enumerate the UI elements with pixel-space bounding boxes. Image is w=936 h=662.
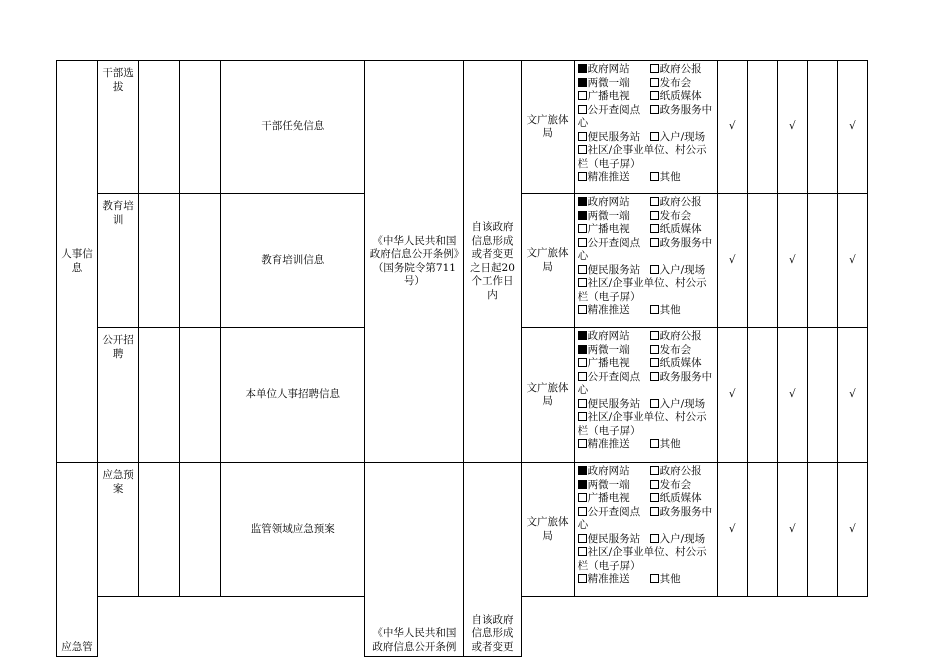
checkbox-icon[interactable] xyxy=(578,305,587,314)
subcategory-cell: 教育培训 xyxy=(98,194,139,328)
time-limit-cell: 自该政府信息形成或者变更之日起20个工作日内 xyxy=(464,61,521,463)
empty-cell xyxy=(807,61,837,194)
empty-cell xyxy=(180,61,221,194)
empty-cell xyxy=(180,328,221,463)
checkbox-checked-icon[interactable] xyxy=(578,345,587,354)
checkbox-icon[interactable] xyxy=(578,399,587,408)
content-cell: 教育培训信息 xyxy=(221,194,365,328)
checkbox-icon[interactable] xyxy=(650,172,659,181)
subcategory-cell: 公开招聘 xyxy=(98,328,139,463)
checkbox-icon[interactable] xyxy=(578,534,587,543)
mark-cell: √ xyxy=(717,194,747,328)
checkbox-icon[interactable] xyxy=(578,265,587,274)
checkbox-icon[interactable] xyxy=(578,238,587,247)
checkbox-icon[interactable] xyxy=(650,480,659,489)
checkbox-icon[interactable] xyxy=(650,224,659,233)
channels-cell: 政府网站 政府公报 两微一端 发布会 广播电视 纸质媒体 公开查阅点 政务服务中心 便民服务站 入户/现场 社区/企事业单位、村公示栏（电子屏） 精准推送 其他 xyxy=(574,328,717,463)
checkbox-icon[interactable] xyxy=(578,91,587,100)
checkbox-icon[interactable] xyxy=(578,132,587,141)
checkbox-icon[interactable] xyxy=(578,493,587,502)
category-cell: 应急管 xyxy=(57,463,98,657)
empty-cell xyxy=(747,328,777,463)
mark-cell: √ xyxy=(837,328,867,463)
checkbox-checked-icon[interactable] xyxy=(578,197,587,206)
empty-cell xyxy=(180,194,221,328)
empty-cell xyxy=(139,194,180,328)
empty-cell xyxy=(807,463,837,597)
checkbox-icon[interactable] xyxy=(650,358,659,367)
checkbox-icon[interactable] xyxy=(650,305,659,314)
checkbox-icon[interactable] xyxy=(650,331,659,340)
basis-cell: 《中华人民共和国政府信息公开条例》（国务院令第711号） xyxy=(365,61,464,463)
department-cell: 文广旅体局 xyxy=(521,328,574,463)
checkbox-icon[interactable] xyxy=(650,466,659,475)
checkbox-icon[interactable] xyxy=(578,105,587,114)
checkbox-icon[interactable] xyxy=(650,78,659,87)
channels-cell: 政府网站 政府公报 两微一端 发布会 广播电视 纸质媒体 公开查阅点 政务服务中心 便民服务站 入户/现场 社区/企事业单位、村公示栏（电子屏） 精准推送 其他 xyxy=(574,463,717,597)
empty-cell xyxy=(180,463,221,597)
checkbox-icon[interactable] xyxy=(578,412,587,421)
checkbox-icon[interactable] xyxy=(578,372,587,381)
checkbox-checked-icon[interactable] xyxy=(578,64,587,73)
checkbox-icon[interactable] xyxy=(650,105,659,114)
mark-cell: √ xyxy=(717,61,747,194)
mark-cell: √ xyxy=(777,61,807,194)
empty-cell xyxy=(139,463,180,597)
mark-cell: √ xyxy=(837,463,867,597)
checkbox-icon[interactable] xyxy=(578,547,587,556)
empty-cell xyxy=(139,61,180,194)
empty-cell xyxy=(747,463,777,597)
mark-cell: √ xyxy=(777,194,807,328)
checkbox-icon[interactable] xyxy=(578,278,587,287)
checkbox-icon[interactable] xyxy=(578,145,587,154)
checkbox-icon[interactable] xyxy=(650,493,659,502)
mark-cell: √ xyxy=(777,328,807,463)
checkbox-checked-icon[interactable] xyxy=(578,211,587,220)
channels-cell: 政府网站 政府公报 两微一端 发布会 广播电视 纸质媒体 公开查阅点 政务服务中心 便民服务站 入户/现场 社区/企事业单位、村公示栏（电子屏） 精准推送 其他 xyxy=(574,61,717,194)
checkbox-checked-icon[interactable] xyxy=(578,466,587,475)
checkbox-icon[interactable] xyxy=(650,265,659,274)
checkbox-icon[interactable] xyxy=(578,507,587,516)
disclosure-table xyxy=(56,60,868,657)
mark-cell: √ xyxy=(777,463,807,597)
checkbox-checked-icon[interactable] xyxy=(578,78,587,87)
checkbox-icon[interactable] xyxy=(578,224,587,233)
checkbox-icon[interactable] xyxy=(578,172,587,181)
checkbox-icon[interactable] xyxy=(650,507,659,516)
subcategory-cell: 应急预案 xyxy=(98,463,139,597)
checkbox-icon[interactable] xyxy=(578,439,587,448)
checkbox-icon[interactable] xyxy=(650,132,659,141)
checkbox-icon[interactable] xyxy=(650,64,659,73)
empty-cell xyxy=(139,328,180,463)
checkbox-icon[interactable] xyxy=(650,345,659,354)
checkbox-icon[interactable] xyxy=(650,91,659,100)
checkbox-icon[interactable] xyxy=(578,574,587,583)
content-cell: 监管领域应急预案 xyxy=(221,463,365,597)
checkbox-checked-icon[interactable] xyxy=(578,480,587,489)
channels-cell: 政府网站 政府公报 两微一端 发布会 广播电视 纸质媒体 公开查阅点 政务服务中心 便民服务站 入户/现场 社区/企事业单位、村公示栏（电子屏） 精准推送 其他 xyxy=(574,194,717,328)
table-row xyxy=(57,463,868,597)
mark-cell: √ xyxy=(717,463,747,597)
category-cell: 人事信息 xyxy=(57,61,98,463)
empty-cell xyxy=(807,194,837,328)
mark-cell: √ xyxy=(837,194,867,328)
checkbox-icon[interactable] xyxy=(650,439,659,448)
content-cell: 干部任免信息 xyxy=(221,61,365,194)
checkbox-checked-icon[interactable] xyxy=(578,331,587,340)
empty-cell xyxy=(807,328,837,463)
table-row xyxy=(57,61,868,194)
checkbox-icon[interactable] xyxy=(650,534,659,543)
department-cell: 文广旅体局 xyxy=(521,61,574,194)
content-cell: 本单位人事招聘信息 xyxy=(221,328,365,463)
department-cell: 文广旅体局 xyxy=(521,463,574,597)
table-frame xyxy=(56,60,868,653)
checkbox-icon[interactable] xyxy=(650,238,659,247)
checkbox-icon[interactable] xyxy=(650,211,659,220)
empty-cell xyxy=(747,194,777,328)
time-limit-cell: 自该政府信息形成或者变更 xyxy=(464,463,521,657)
basis-cell: 《中华人民共和国政府信息公开条例 xyxy=(365,463,464,657)
mark-cell: √ xyxy=(717,328,747,463)
checkbox-icon[interactable] xyxy=(650,574,659,583)
checkbox-icon[interactable] xyxy=(650,399,659,408)
checkbox-icon[interactable] xyxy=(650,372,659,381)
checkbox-icon[interactable] xyxy=(578,358,587,367)
subcategory-cell: 干部选拔 xyxy=(98,61,139,194)
empty-cell xyxy=(747,61,777,194)
checkbox-icon[interactable] xyxy=(650,197,659,206)
department-cell: 文广旅体局 xyxy=(521,194,574,328)
mark-cell: √ xyxy=(837,61,867,194)
